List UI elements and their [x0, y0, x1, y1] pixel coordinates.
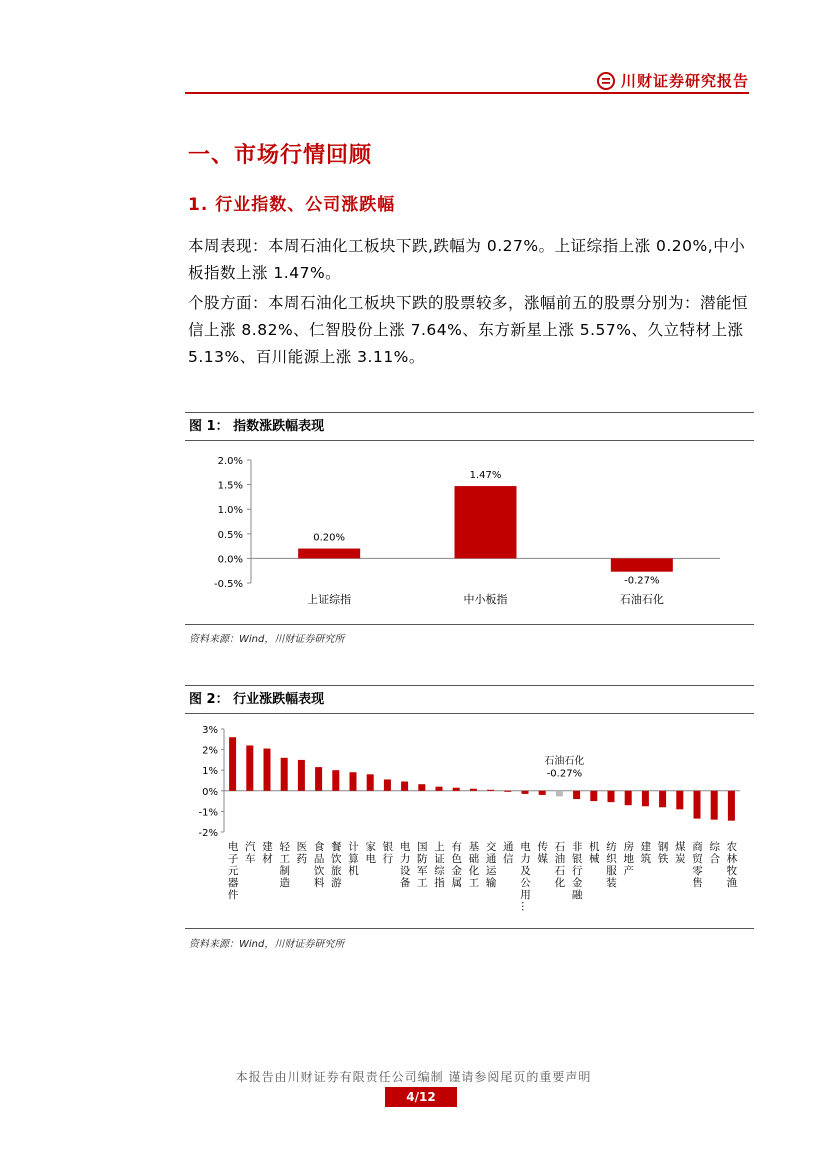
bar	[246, 745, 253, 790]
bar	[350, 772, 357, 791]
category-label: 电力设备	[398, 841, 411, 889]
category-label: 煤炭	[673, 841, 686, 865]
category-label: 石油石化	[553, 841, 566, 889]
bar	[436, 787, 443, 791]
bar	[298, 549, 360, 559]
category-label: 医药	[295, 841, 308, 865]
bar	[401, 782, 408, 791]
y-tick-label: 0.0%	[217, 554, 243, 566]
paragraph-weekly-performance: 本周表现：本周石油化工板块下跌,跌幅为 0.27%。上证综指上涨 0.20%,中小板指数上涨 1.47%。	[188, 237, 746, 282]
category-label: 综合	[708, 841, 721, 865]
figure-2-source: 资料来源：Wind，川财证券研究所	[189, 939, 345, 950]
figure-1-title: 图 1： 指数涨跌幅表现	[189, 419, 325, 434]
data-label: 0.20%	[313, 532, 346, 544]
category-label: 中小板指	[463, 593, 508, 606]
figure-1-source: 资料来源：Wind，川财证券研究所	[189, 634, 345, 645]
figure-1	[185, 412, 754, 652]
category-label: 有色金属	[450, 841, 463, 889]
bar	[625, 791, 632, 805]
category-label: 上证综指	[307, 593, 352, 606]
data-label: 1.47%	[469, 470, 502, 482]
y-tick-label: -1%	[198, 807, 218, 819]
y-tick-label: 2%	[202, 745, 218, 757]
category-label: 计算机	[347, 841, 359, 877]
category-label: 纺织服装	[605, 841, 617, 889]
category-label: 通信	[501, 841, 514, 865]
category-label: 建筑	[639, 841, 652, 865]
category-label: 食品饮料	[312, 841, 325, 889]
bar	[608, 791, 615, 802]
category-label: 国防军工	[415, 841, 428, 889]
category-label: 汽车	[243, 841, 256, 865]
paragraph-stocks: 个股方面：本周石油化工板块下跌的股票较多，涨幅前五的股票分别为：潜能恒信上涨 8.82%、仁智股份上涨 7.64%、东方新星上涨 5.57%、久立特材上涨 5.13%、百川能源上涨 3.11%。	[188, 294, 749, 366]
y-tick-label: 0.5%	[217, 529, 243, 541]
figure-2	[185, 685, 754, 955]
category-label: 银行	[381, 841, 394, 865]
bar	[504, 791, 511, 792]
category-label: 商贸零售	[691, 841, 703, 889]
category-label: 石油石化	[619, 593, 664, 606]
bar	[573, 791, 580, 799]
bar	[332, 770, 339, 791]
bar	[711, 791, 718, 820]
bar	[298, 760, 305, 791]
bar	[315, 767, 322, 791]
category-label: 基础化工	[467, 841, 480, 889]
header-brand	[597, 70, 749, 91]
bar	[453, 788, 460, 791]
bar	[694, 791, 701, 819]
category-label: 电子元器件	[226, 841, 239, 901]
bar	[384, 779, 391, 790]
figure-1-bottom-rule	[185, 624, 754, 625]
bar	[676, 791, 683, 810]
category-label: 钢铁	[656, 841, 669, 865]
bar	[522, 791, 529, 794]
bar	[611, 558, 673, 571]
y-tick-label: 0%	[202, 786, 218, 798]
subsection-title: 1. 行业指数、公司涨跌幅	[188, 195, 396, 215]
section-title: 一、市场行情回顾	[188, 143, 373, 168]
category-label: 上证综指	[433, 841, 445, 889]
bar	[659, 791, 666, 807]
y-tick-label: 1.0%	[217, 505, 243, 517]
category-label: 电力及公用…	[519, 841, 531, 913]
category-label: 非银行金融	[570, 841, 583, 901]
category-label: 交通运输	[484, 841, 497, 889]
industry-change-chart	[185, 720, 754, 925]
category-label: 机械	[587, 841, 600, 865]
category-label: 农林牧渔	[725, 841, 738, 889]
category-label: 轻工制造	[278, 841, 291, 889]
y-tick-label: -2%	[198, 828, 218, 839]
y-tick-label: 1.5%	[217, 480, 243, 492]
category-label: 建材	[261, 841, 273, 865]
logo-icon	[597, 72, 615, 90]
bar	[470, 789, 477, 791]
bar	[539, 791, 546, 795]
y-tick-label: 3%	[202, 725, 218, 736]
category-label: 家电	[364, 841, 377, 865]
bar	[487, 790, 494, 791]
bar	[642, 791, 649, 806]
bar	[367, 774, 374, 790]
highlight-value-label: -0.27%	[546, 768, 583, 780]
y-tick-label: -0.5%	[213, 579, 243, 590]
bar	[281, 758, 288, 791]
header-title: 川财证券研究报告	[620, 72, 749, 90]
bar	[455, 486, 517, 558]
bar	[264, 749, 271, 791]
category-label: 传媒	[536, 841, 549, 865]
data-label: -0.27%	[624, 575, 660, 587]
highlight-label: 石油石化	[544, 756, 585, 768]
index-change-chart	[185, 447, 754, 627]
y-tick-label: 2.0%	[217, 456, 243, 467]
bar	[418, 784, 425, 791]
bar	[556, 791, 563, 797]
figure-2-title: 图 2： 行业涨跌幅表现	[189, 692, 325, 707]
y-tick-label: 1%	[202, 766, 218, 778]
bar	[229, 737, 236, 791]
footer-note: 本报告由川财证券有限责任公司编制 谨请参阅尾页的重要声明	[235, 1070, 592, 1084]
figure-2-bottom-rule	[185, 928, 754, 929]
category-label: 房地产	[622, 841, 635, 877]
header-divider	[185, 92, 749, 94]
category-label: 餐饮旅游	[329, 841, 342, 889]
page-number: 4/12	[385, 1087, 457, 1107]
bar	[728, 791, 735, 821]
bar	[590, 791, 597, 801]
